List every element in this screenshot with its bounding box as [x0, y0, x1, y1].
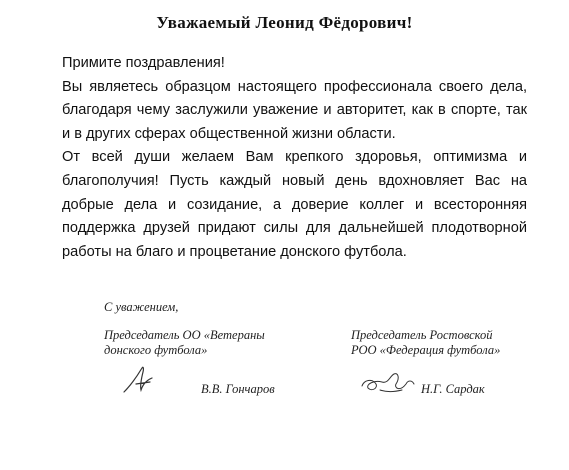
- regards-line: С уважением,: [104, 300, 179, 314]
- letter-greeting: Примите поздравления!: [62, 55, 225, 71]
- right-signatory-position: [351, 328, 500, 358]
- left-position-line-1: Председатель ОО «Ветераны: [104, 328, 265, 342]
- letter-paragraph-2: От всей души желаем Вам крепкого здоровья, оптимизма и благополучия! Пусть каждый новый день вдохновляет Вас на добрые дела и созидание, а доверие коллег и всесторонняя поддержка друзей придают силы для дальнейшей плодотворной работы на благо и процветание донского футбола.: [62, 149, 527, 260]
- left-signatory-position: [104, 328, 265, 358]
- right-signatory-name: Н.Г. Сардак: [421, 382, 485, 396]
- right-position-line-2: РОО «Федерация футбола»: [351, 343, 501, 357]
- left-handwritten-signature: [122, 362, 162, 396]
- left-signatory-name: В.В. Гончаров: [201, 382, 275, 396]
- letter-paragraph-1: Вы являетесь образцом настоящего профессионала своего дела, благодаря чему заслужили уважение и авторитет, как в спорте, так и в других сферах общественной жизни области.: [62, 78, 527, 142]
- letter-body: [62, 52, 527, 264]
- right-position-line-1: Председатель Ростовской: [351, 328, 493, 342]
- letter-title: Уважаемый Леонид Фёдорович!: [156, 13, 413, 32]
- left-position-line-2: донского футбола»: [104, 343, 208, 357]
- right-handwritten-signature: [358, 366, 418, 398]
